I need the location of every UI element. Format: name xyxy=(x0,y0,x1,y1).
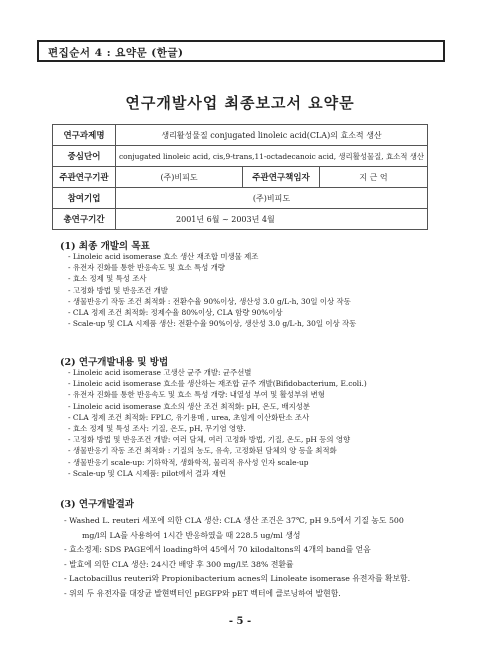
list-item: - 유전자 진화를 통한 반응속도 및 효소 특성 개량: 내열성 부여 및 활성부위 변형 xyxy=(68,390,325,400)
table-label: 중심단어 xyxy=(53,146,116,167)
section2-heading: (2) 연구개발내용 및 방법 xyxy=(60,357,169,368)
table-row xyxy=(53,125,428,146)
list-item: - Lactobacillus reuteri와 Propionibacterium acnes의 Linoleate isomerase 유전자를 확보함. xyxy=(64,574,411,584)
header-label-box xyxy=(37,40,445,62)
table-label: 연구과제명 xyxy=(53,125,116,146)
list-item: - 효소정제: SDS PAGE에서 loading하여 45에서 70 kilodaltons의 4개의 band를 얻음 xyxy=(64,545,371,555)
list-item: - Scale-up 및 CLA 시제품 생산: 전환수율 90%이상, 생산성 3.0 g/L-h, 30일 이상 작동 xyxy=(68,319,357,329)
table-value: conjugated linoleic acid, cis,9-trans,11-octadecanoic acid, 생리활성물질, 효소적 생산 xyxy=(116,146,428,167)
section2-list xyxy=(68,367,444,479)
table-row xyxy=(53,146,428,167)
header-label: 편집순서 4 : 요약문 (한글) xyxy=(48,47,184,59)
section3-list xyxy=(64,514,448,602)
section1-list xyxy=(68,251,444,329)
table-value: 생리활성물질 conjugated linoleic acid(CLA)의 효소적 생산 xyxy=(116,125,428,146)
table-label: 주관연구기관 xyxy=(53,167,116,188)
list-item: - 효소 정제 및 특성 조사 xyxy=(68,274,147,284)
list-item: - Linoleic acid isomerase 효소 생산 재조합 미생물 제조 xyxy=(68,252,259,261)
page-number: - 5 - xyxy=(228,616,252,627)
list-item: - 생물반응기 작동 조건 최적화 : 기질의 농도, 유속, 고정화된 담체의 양 등을 최적화 xyxy=(68,446,337,456)
table-label: 총연구기간 xyxy=(53,209,116,230)
list-item: - 효소 정제 및 특성 조사: 기질, 온도, pH, 무기염 영향. xyxy=(68,423,246,433)
list-item: - CLA 정제 조건 최적화: FPLC, 유기용매 , urea, 초임계 이산화탄소 조사 xyxy=(68,412,310,422)
table-label: 주관연구책임자 xyxy=(243,167,320,188)
table-label: 참여기업 xyxy=(53,188,116,209)
list-item: - Washed L. reuteri 세포에 의한 CLA 생산: CLA 생산 조건은 37℃, pH 9.5에서 기질 농도 500 xyxy=(64,516,404,525)
list-item: - Linoleic acid isomerase 효소의 생산 조건 최적화: pH, 온도, 배지성분 xyxy=(68,401,311,411)
table-row xyxy=(53,167,428,188)
table-value: (주)비피도 xyxy=(116,167,243,188)
list-item: - Linoleic acid isomerase 고생산 균주 개발: 균주선별 xyxy=(68,368,252,377)
section1-heading: (1) 최종 개발의 목표 xyxy=(60,241,150,252)
section3-heading: (3) 연구개발결과 xyxy=(60,499,134,510)
list-item: mg/l의 LA를 사용하여 1시간 반응하였을 때 228.5 ug/ml 생성 xyxy=(82,530,301,540)
list-item: - Linoleic acid isomerase 효소를 생산하는 재조합 균주 개발(Bifidobacterium, E.coli.) xyxy=(68,379,367,389)
list-item: - 생물반응기 작동 조건 최적화 : 전환수율 90%이상, 생산성 3.0 g/L-h, 30일 이상 작동 xyxy=(68,296,351,306)
document-title: 연구개발사업 최종보고서 요약문 xyxy=(125,94,355,112)
list-item: - 생물반응기 scale-up: 기하학적, 생화학적, 물리적 유사성 인자 scale-up xyxy=(68,457,309,467)
table-value: (주)비피도 xyxy=(116,188,428,209)
table-value: 2001년 6월 ~ 2003년 4월 xyxy=(116,209,428,230)
info-table xyxy=(52,124,428,230)
table-row xyxy=(53,188,428,209)
list-item: - 고정화 방법 및 반응조건 개발 xyxy=(68,285,168,295)
list-item: - 유전자 진화를 통한 반응속도 및 효소 특성 개량 xyxy=(68,263,225,273)
list-item: - 위의 두 유전자를 대장균 발현벡터인 pEGFP와 pET 벡터에 클로닝하여 발현함. xyxy=(64,588,341,598)
list-item: - Scale-up 및 CLA 시제품: pilot에서 결과 재현 xyxy=(68,468,226,478)
list-item: - CLA 정제 조건 최적화: 정제수율 80%이상, CLA 함량 90%이상 xyxy=(68,307,283,317)
table-row xyxy=(53,209,428,230)
list-item: - 고정화 방법 및 반응조건 개발: 여러 담체, 여러 고정화 방법, 기질, 온도, pH 등의 영향 xyxy=(68,435,351,445)
list-item: - 발효에 의한 CLA 생산: 24시간 배양 후 300 mg/l로 38% 전환률 xyxy=(64,559,294,569)
table-value: 지 근 억 xyxy=(320,167,428,188)
